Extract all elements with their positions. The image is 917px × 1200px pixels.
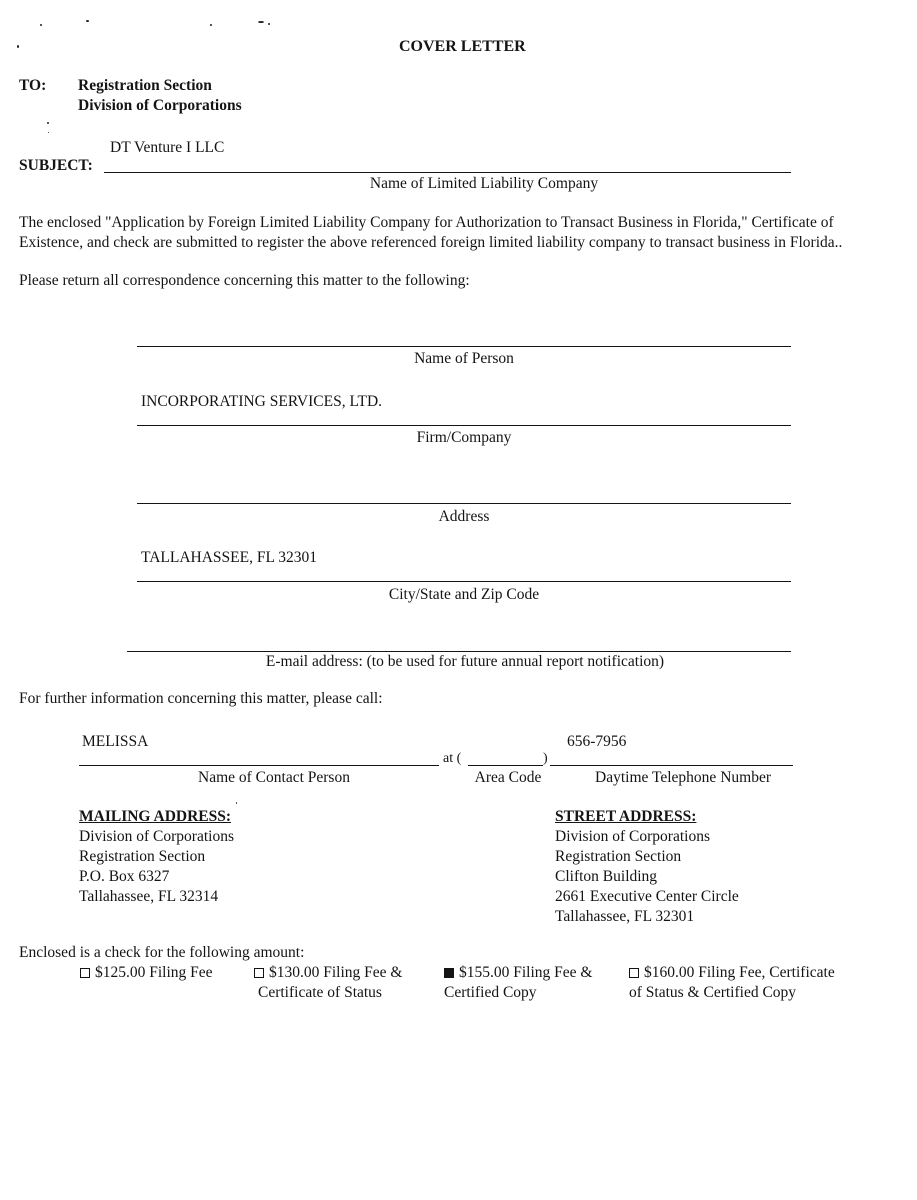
scan-speck (268, 23, 270, 25)
close-paren: ) (543, 751, 548, 766)
firm-caption: Firm/Company (416, 429, 512, 446)
checkbox-icon[interactable] (629, 968, 639, 978)
scan-speck (86, 20, 89, 22)
street-address-heading: STREET ADDRESS: (555, 808, 697, 825)
scan-speck (236, 802, 237, 804)
checkbox-icon[interactable] (254, 968, 264, 978)
return-instructions: Please return all correspondence concerning this matter to the following: (19, 272, 470, 289)
fee-option-label: $125.00 Filing Fee (95, 964, 213, 981)
city-state-zip-value[interactable]: TALLAHASSEE, FL 32301 (141, 549, 318, 566)
city-state-zip-caption: City/State and Zip Code (388, 586, 540, 603)
to-label: TO: (19, 77, 47, 94)
scan-speck (210, 24, 212, 26)
fee-option-sublabel: Certificate of Status (258, 984, 382, 1001)
intro-paragraph: The enclosed "Application by Foreign Limited Liability Company for Authorization to Transact Business in Florida," Certificate of Existence, and check are submitted to register the above referenced foreign limited liability company to transact business in Florida.. (19, 214, 843, 251)
mailing-address-line: Tallahassee, FL 32314 (79, 888, 219, 905)
scan-speck (48, 132, 49, 133)
at-text: at ( (443, 751, 462, 766)
phone-line (550, 765, 793, 766)
email-caption: E-mail address: (to be used for future annual report notification) (265, 653, 665, 670)
checkbox-checked-icon[interactable] (444, 968, 454, 978)
subject-label: SUBJECT: (19, 157, 93, 174)
page-title: COVER LETTER (399, 38, 526, 55)
enclosed-text: Enclosed is a check for the following amount: (19, 944, 305, 961)
phone-caption: Daytime Telephone Number (595, 769, 771, 786)
fee-option-label: $130.00 Filing Fee & (269, 964, 403, 981)
firm-line (137, 425, 791, 426)
city-state-zip-line (137, 581, 791, 582)
scan-speck (17, 45, 19, 48)
street-address-line: Registration Section (555, 848, 682, 865)
contact-name-line (79, 765, 439, 766)
contact-name-value[interactable]: MELISSA (82, 733, 149, 750)
further-info-text: For further information concerning this matter, please call: (19, 690, 383, 707)
street-address (555, 807, 739, 927)
address-line (137, 503, 791, 504)
email-line (127, 651, 791, 652)
fee-option-sublabel: Certified Copy (444, 984, 537, 1001)
fee-option-sublabel: of Status & Certified Copy (629, 984, 797, 1001)
name-of-person-caption: Name of Person (414, 350, 514, 367)
mailing-address-line: P.O. Box 6327 (79, 868, 170, 885)
subject-caption: Name of Limited Liability Company (369, 175, 599, 192)
mailing-address-line: Registration Section (79, 848, 206, 865)
street-address-line: Clifton Building (555, 868, 658, 885)
subject-line (104, 172, 791, 173)
fee-option-155[interactable] (444, 963, 592, 1003)
fee-option-160[interactable] (629, 963, 835, 1003)
street-address-line: Division of Corporations (555, 828, 710, 845)
contact-name-caption: Name of Contact Person (198, 769, 350, 786)
checkbox-icon[interactable] (80, 968, 90, 978)
scan-speck (40, 24, 42, 26)
area-code-caption: Area Code (474, 769, 542, 786)
fee-option-125[interactable] (80, 963, 213, 983)
mailing-address-heading: MAILING ADDRESS: (79, 808, 232, 825)
fee-option-label: $160.00 Filing Fee, Certificate (644, 964, 835, 981)
mailing-address (79, 807, 234, 907)
mailing-address-line: Division of Corporations (79, 828, 234, 845)
to-line-2: Division of Corporations (78, 97, 242, 114)
fee-option-label: $155.00 Filing Fee & (459, 964, 593, 981)
fee-option-130[interactable] (254, 963, 402, 1003)
phone-value[interactable]: 656-7956 (567, 733, 627, 750)
subject-value[interactable]: DT Venture I LLC (110, 139, 225, 156)
address-caption: Address (438, 508, 490, 525)
area-code-line[interactable] (468, 765, 543, 766)
scan-speck (47, 122, 49, 124)
firm-value[interactable]: INCORPORATING SERVICES, LTD. (141, 393, 383, 410)
street-address-line: Tallahassee, FL 32301 (555, 908, 695, 925)
scan-speck (258, 21, 264, 23)
street-address-line: 2661 Executive Center Circle (555, 888, 739, 905)
to-line-1: Registration Section (78, 77, 212, 94)
name-of-person-line (137, 346, 791, 347)
